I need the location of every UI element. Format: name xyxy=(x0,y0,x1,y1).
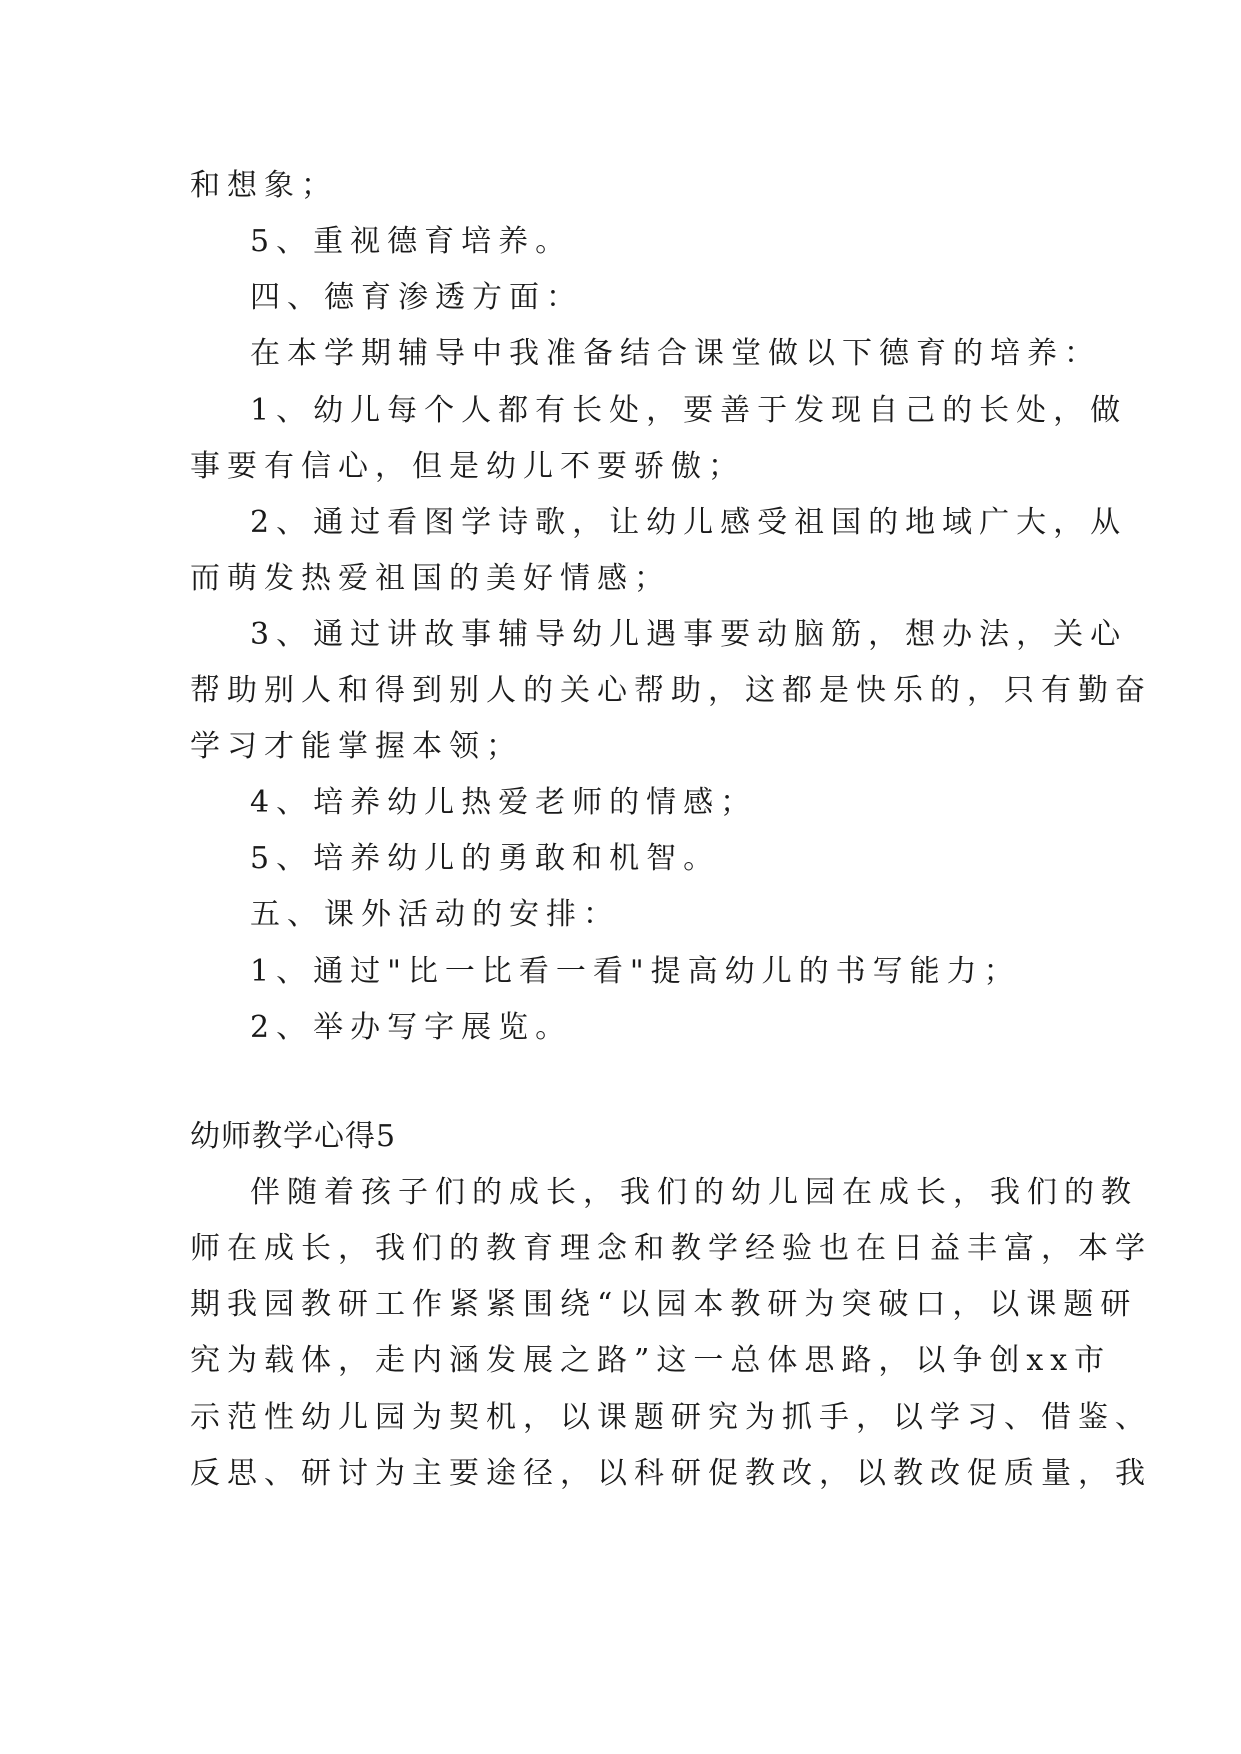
paragraph-line: 反思、研讨为主要途径，以科研促教改，以教改促质量，我 xyxy=(190,1456,1152,1491)
text-line: 2、举办写字展览。 xyxy=(250,1010,573,1045)
section-title: 幼师教学心得5 xyxy=(190,1119,397,1154)
text-line: 3、通过讲故事辅导幼儿遇事要动脑筋，想办法，关心 xyxy=(250,617,1128,652)
paragraph-line: 究为载体，走内涵发展之路”这一总体思路，以争创xx市 xyxy=(190,1343,1112,1378)
text-line: 和想象； xyxy=(190,168,338,203)
paragraph-line: 期我园教研工作紧紧围绕“以园本教研为突破口，以课题研 xyxy=(190,1287,1138,1322)
text-line: 四、德育渗透方面： xyxy=(250,280,583,315)
text-line: 5、培养幼儿的勇敢和机智。 xyxy=(250,841,721,876)
text-line: 学习才能掌握本领； xyxy=(190,729,523,764)
text-line: 5、重视德育培养。 xyxy=(250,224,573,259)
text-line: 事要有信心，但是幼儿不要骄傲； xyxy=(190,449,745,484)
paragraph-line: 师在成长，我们的教育理念和教学经验也在日益丰富，本学 xyxy=(190,1231,1152,1266)
text-line: 五、课外活动的安排： xyxy=(250,897,620,932)
text-line: 2、通过看图学诗歌，让幼儿感受祖国的地域广大，从 xyxy=(250,505,1128,540)
paragraph-line: 示范性幼儿园为契机，以课题研究为抓手，以学习、借鉴、 xyxy=(190,1400,1152,1435)
text-line: 在本学期辅导中我准备结合课堂做以下德育的培养： xyxy=(250,336,1101,371)
text-line: 1、幼儿每个人都有长处，要善于发现自己的长处，做 xyxy=(250,393,1128,428)
paragraph-line: 伴随着孩子们的成长，我们的幼儿园在成长，我们的教 xyxy=(250,1175,1138,1210)
text-line: 1、通过"比一比看一看"提高幼儿的书写能力； xyxy=(250,954,1021,989)
text-line: 帮助别人和得到别人的关心帮助，这都是快乐的，只有勤奋 xyxy=(190,673,1152,708)
text-line: 4、培养幼儿热爱老师的情感； xyxy=(250,785,758,820)
text-line: 而萌发热爱祖国的美好情感； xyxy=(190,561,671,596)
